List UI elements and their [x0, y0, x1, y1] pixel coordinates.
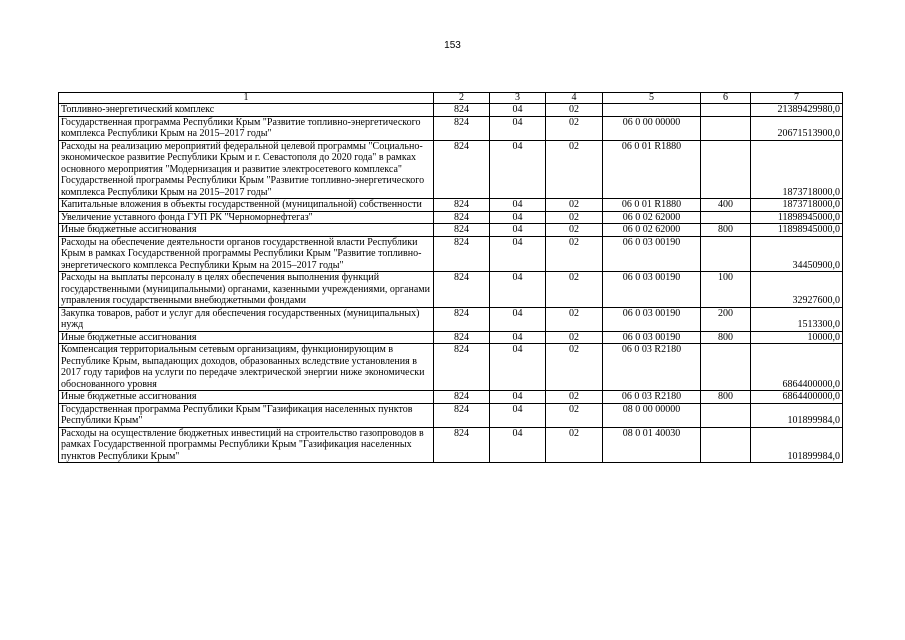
row-code-ministry: 824	[434, 224, 490, 237]
row-code-ministry: 824	[434, 199, 490, 212]
row-code-section: 04	[490, 427, 546, 463]
row-code-ministry: 824	[434, 391, 490, 404]
row-amount: 21389429980,0	[751, 104, 843, 117]
row-code-subsection: 02	[546, 344, 603, 391]
row-code-target: 06 0 01 R1880	[603, 199, 701, 212]
table-row	[59, 307, 843, 331]
row-code-subsection: 02	[546, 272, 603, 308]
row-code-ministry: 824	[434, 272, 490, 308]
table-row	[59, 331, 843, 344]
row-code-target: 08 0 00 00000	[603, 403, 701, 427]
row-name: Капитальные вложения в объекты государственной (муниципальной) собственности	[59, 199, 434, 212]
table-row	[59, 104, 843, 117]
row-code-expense-type	[701, 140, 751, 199]
table-row	[59, 427, 843, 463]
table-row	[59, 236, 843, 272]
row-name: Иные бюджетные ассигнования	[59, 224, 434, 237]
row-code-target: 06 0 03 00190	[603, 331, 701, 344]
row-code-subsection: 02	[546, 199, 603, 212]
column-header: 1	[59, 93, 434, 104]
row-amount: 101899984,0	[751, 427, 843, 463]
row-code-expense-type: 100	[701, 272, 751, 308]
column-header: 4	[546, 93, 603, 104]
table-row	[59, 403, 843, 427]
table-row	[59, 211, 843, 224]
row-code-expense-type: 800	[701, 391, 751, 404]
row-code-expense-type: 200	[701, 307, 751, 331]
row-name: Иные бюджетные ассигнования	[59, 331, 434, 344]
row-code-section: 04	[490, 272, 546, 308]
row-name: Государственная программа Республики Крым "Газификация населенных пунктов Республики Крым"	[59, 403, 434, 427]
row-amount: 11898945000,0	[751, 224, 843, 237]
column-header: 6	[701, 93, 751, 104]
row-amount: 6864400000,0	[751, 344, 843, 391]
table-row	[59, 140, 843, 199]
table-row	[59, 224, 843, 237]
budget-table	[58, 92, 843, 463]
row-name: Иные бюджетные ассигнования	[59, 391, 434, 404]
row-amount: 1873718000,0	[751, 140, 843, 199]
row-amount: 34450900,0	[751, 236, 843, 272]
table-row	[59, 199, 843, 212]
row-amount: 101899984,0	[751, 403, 843, 427]
row-name: Расходы на реализацию мероприятий федеральной целевой программы "Социально-экономическое развитие Республики Крым и г. Севастополя до 2020 года" в рамках основного мероприятия "Модернизация и развитие электросетевого комплекса" Государственной программы Республики Крым "Развитие топливно-энергетического комплекса Республики Крым на 2015–2017 годы"	[59, 140, 434, 199]
row-name: Топливно-энергетический комплекс	[59, 104, 434, 117]
row-code-ministry: 824	[434, 344, 490, 391]
row-code-section: 04	[490, 140, 546, 199]
row-code-expense-type	[701, 427, 751, 463]
table-row	[59, 391, 843, 404]
row-code-subsection: 02	[546, 224, 603, 237]
row-name: Расходы на обеспечение деятельности органов государственной власти Республики Крым в рамках Государственной программы Республики Крым "Развитие топливно-энергетического комплекса Республики Крым на 2015–2017 годы"	[59, 236, 434, 272]
row-code-subsection: 02	[546, 403, 603, 427]
table-row	[59, 272, 843, 308]
column-header: 5	[603, 93, 701, 104]
row-code-target: 06 0 01 R1880	[603, 140, 701, 199]
row-code-expense-type	[701, 211, 751, 224]
row-code-target: 08 0 01 40030	[603, 427, 701, 463]
row-code-target: 06 0 03 R2180	[603, 391, 701, 404]
row-code-section: 04	[490, 116, 546, 140]
row-code-section: 04	[490, 403, 546, 427]
row-code-target: 06 0 02 62000	[603, 224, 701, 237]
page-number: 153	[444, 40, 461, 51]
row-code-expense-type: 800	[701, 224, 751, 237]
row-code-expense-type	[701, 344, 751, 391]
row-code-target: 06 0 03 00190	[603, 272, 701, 308]
row-code-subsection: 02	[546, 331, 603, 344]
row-code-section: 04	[490, 236, 546, 272]
table-row	[59, 344, 843, 391]
row-code-section: 04	[490, 344, 546, 391]
row-code-target: 06 0 03 00190	[603, 307, 701, 331]
row-code-ministry: 824	[434, 331, 490, 344]
row-code-subsection: 02	[546, 236, 603, 272]
table-row	[59, 116, 843, 140]
row-code-target: 06 0 00 00000	[603, 116, 701, 140]
row-amount: 10000,0	[751, 331, 843, 344]
row-code-ministry: 824	[434, 211, 490, 224]
row-code-ministry: 824	[434, 427, 490, 463]
row-code-subsection: 02	[546, 391, 603, 404]
row-code-ministry: 824	[434, 140, 490, 199]
row-code-subsection: 02	[546, 307, 603, 331]
row-code-ministry: 824	[434, 236, 490, 272]
row-code-section: 04	[490, 307, 546, 331]
row-code-section: 04	[490, 331, 546, 344]
row-code-ministry: 824	[434, 307, 490, 331]
row-code-subsection: 02	[546, 211, 603, 224]
row-amount: 32927600,0	[751, 272, 843, 308]
row-code-expense-type	[701, 236, 751, 272]
row-code-target: 06 0 03 00190	[603, 236, 701, 272]
row-name: Государственная программа Республики Крым "Развитие топливно-энергетического комплекса Республики Крым на 2015–2017 годы"	[59, 116, 434, 140]
row-code-expense-type	[701, 403, 751, 427]
row-code-section: 04	[490, 391, 546, 404]
row-amount: 6864400000,0	[751, 391, 843, 404]
row-name: Расходы на осуществление бюджетных инвестиций на строительство газопроводов в рамках Государственной программы Республики Крым "Газификация населенных пунктов Республики Крым"	[59, 427, 434, 463]
row-amount: 11898945000,0	[751, 211, 843, 224]
row-code-expense-type	[701, 104, 751, 117]
column-header: 7	[751, 93, 843, 104]
row-code-section: 04	[490, 211, 546, 224]
row-code-target: 06 0 03 R2180	[603, 344, 701, 391]
row-code-ministry: 824	[434, 403, 490, 427]
row-code-section: 04	[490, 224, 546, 237]
row-code-section: 04	[490, 199, 546, 212]
row-code-subsection: 02	[546, 116, 603, 140]
row-code-section: 04	[490, 104, 546, 117]
row-code-ministry: 824	[434, 104, 490, 117]
row-code-expense-type	[701, 116, 751, 140]
row-amount: 20671513900,0	[751, 116, 843, 140]
row-code-subsection: 02	[546, 427, 603, 463]
row-name: Увеличение уставного фонда ГУП РК "Черноморнефтегаз"	[59, 211, 434, 224]
row-code-ministry: 824	[434, 116, 490, 140]
column-header: 3	[490, 93, 546, 104]
row-amount: 1873718000,0	[751, 199, 843, 212]
row-name: Расходы на выплаты персоналу в целях обеспечения выполнения функций государственными (муниципальными) органами, казенными учреждениями, органами управления государственными внебюджетными фондами	[59, 272, 434, 308]
row-name: Закупка товаров, работ и услуг для обеспечения государственных (муниципальных) нужд	[59, 307, 434, 331]
row-amount: 1513300,0	[751, 307, 843, 331]
row-code-expense-type: 400	[701, 199, 751, 212]
row-code-target	[603, 104, 701, 117]
row-code-subsection: 02	[546, 140, 603, 199]
table-header-row	[59, 93, 843, 104]
row-code-expense-type: 800	[701, 331, 751, 344]
row-name: Компенсация территориальным сетевым организациям, функционирующим в Республике Крым, выпадающих доходов, образованных вследствие установления в 2017 году тарифов на услуги по передаче электрической энергии ниже экономически обоснованного уровня	[59, 344, 434, 391]
column-header: 2	[434, 93, 490, 104]
row-code-subsection: 02	[546, 104, 603, 117]
row-code-target: 06 0 02 62000	[603, 211, 701, 224]
